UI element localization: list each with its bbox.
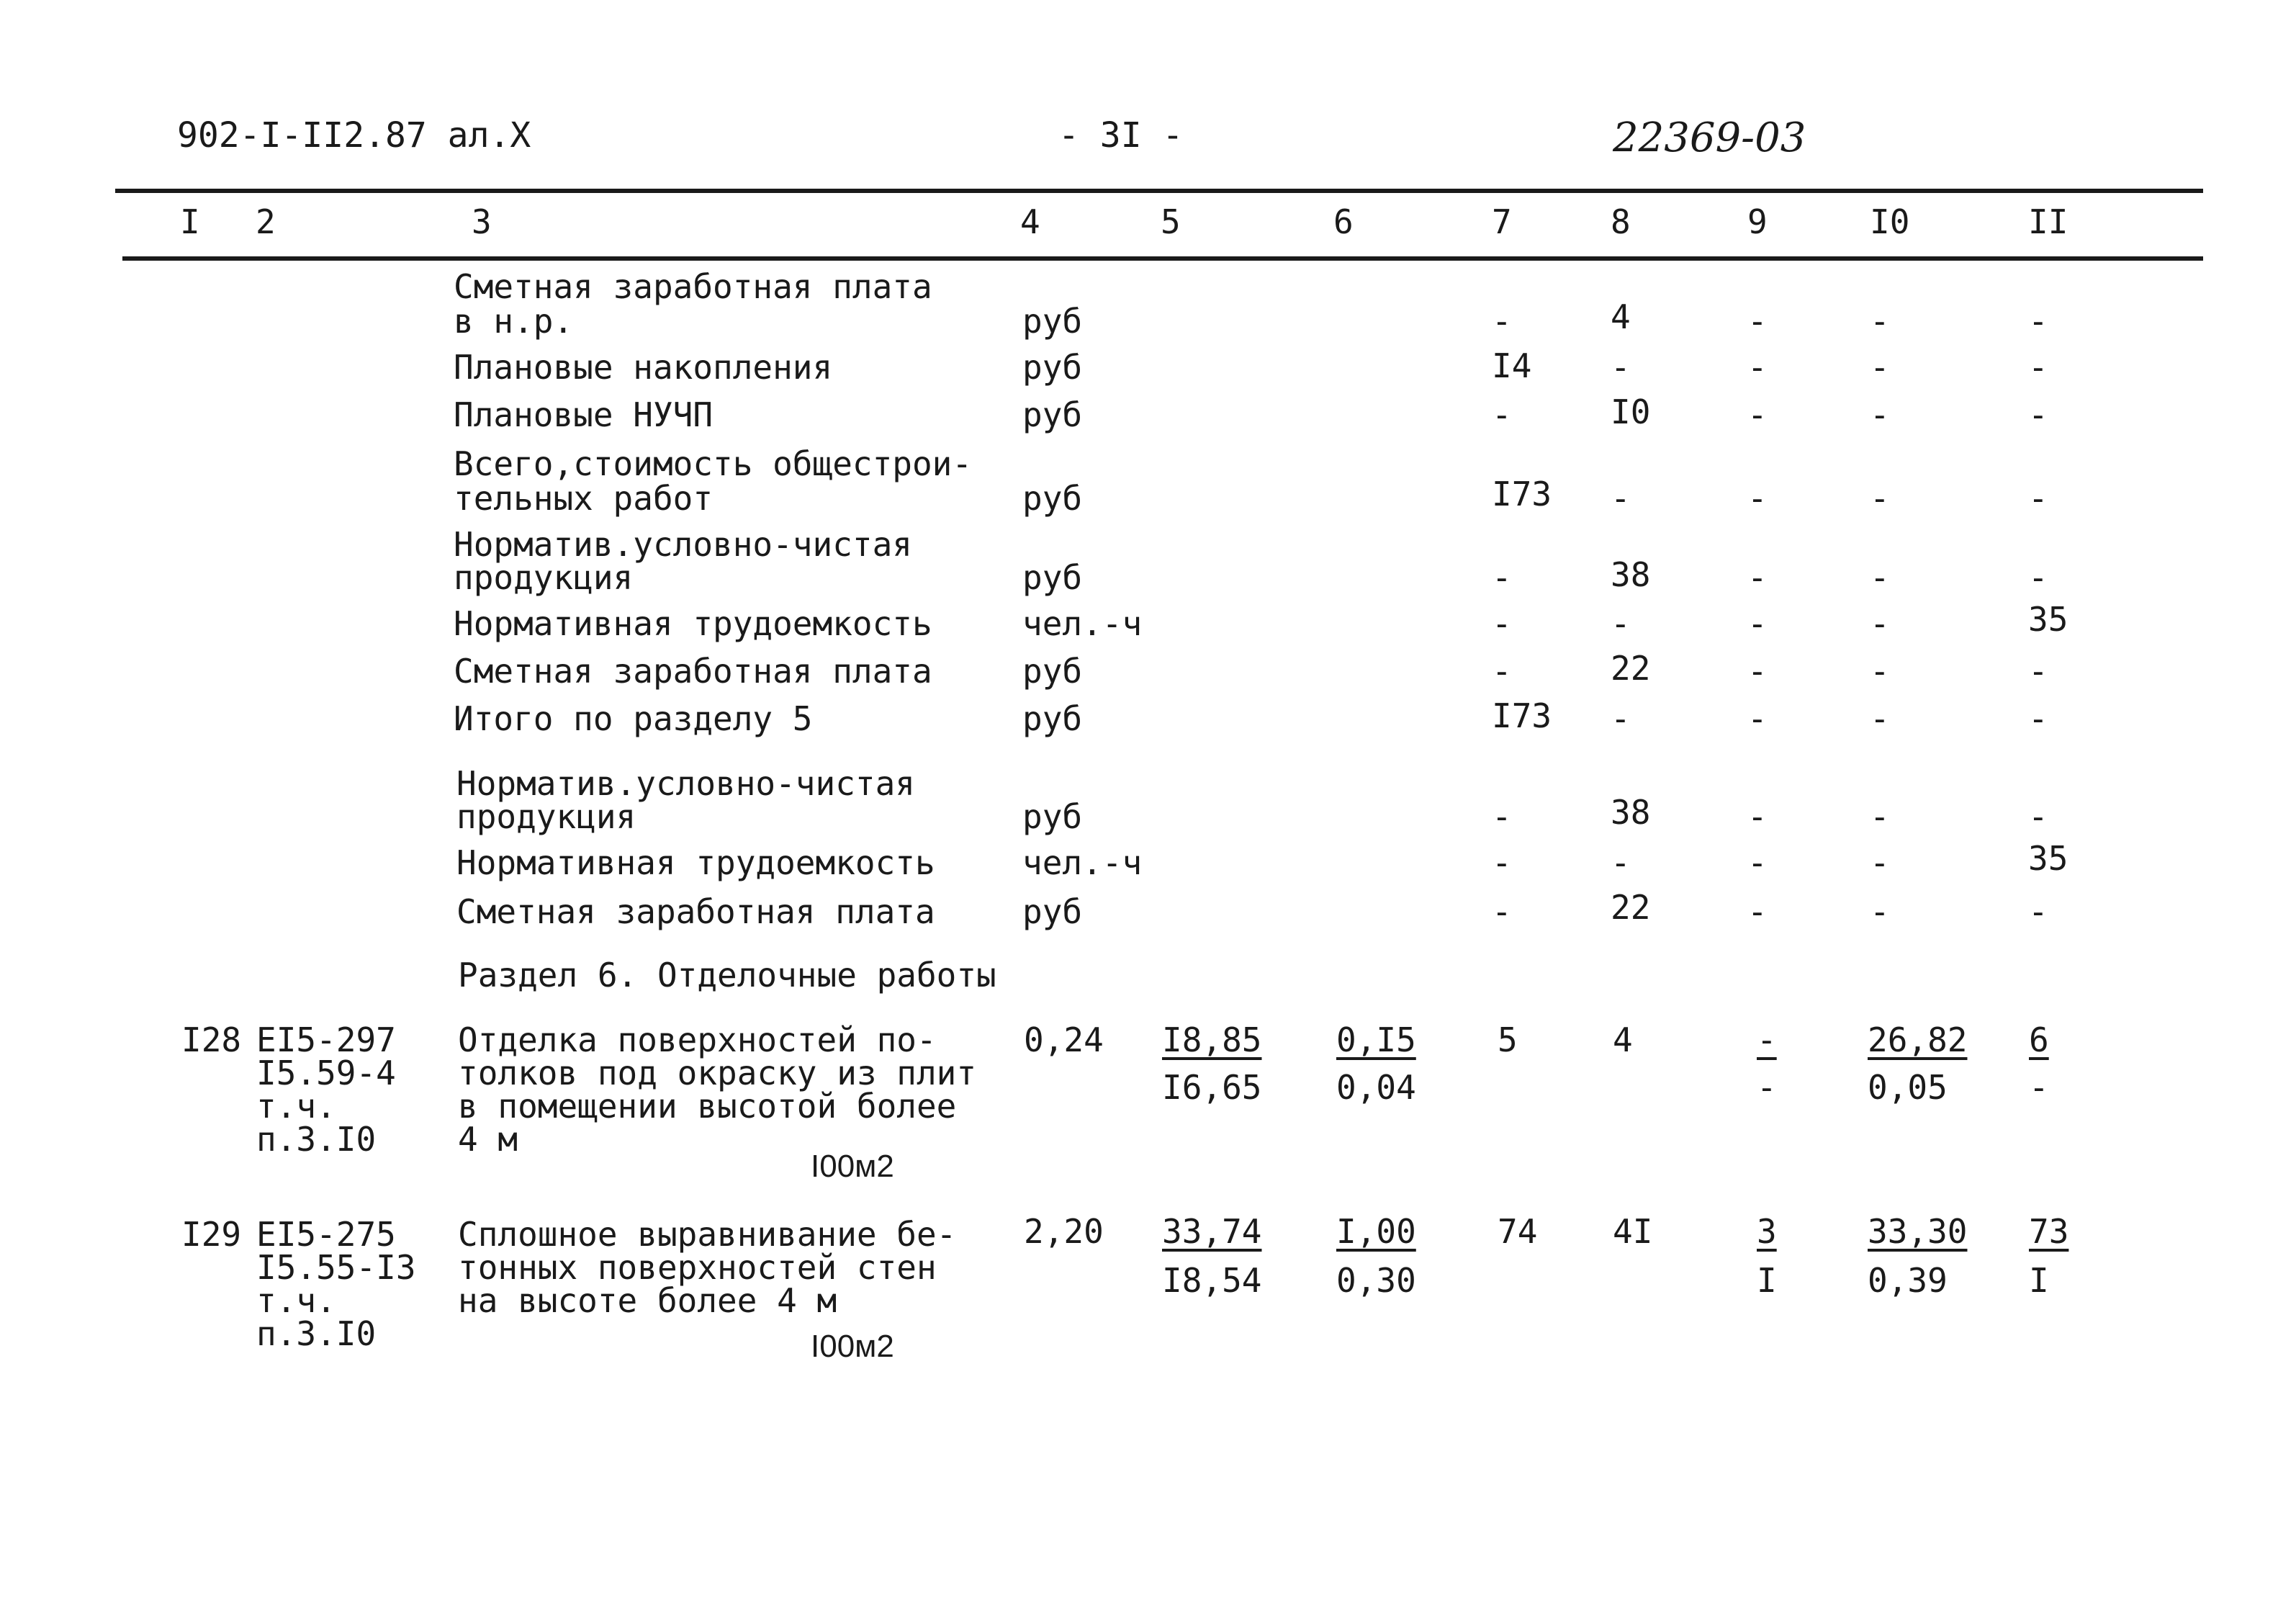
- table-top-rule: [115, 189, 2203, 193]
- col-header-8: 8: [1611, 202, 1631, 241]
- row-c7: -: [1492, 604, 1512, 643]
- item-c5-bot: I8,54: [1162, 1261, 1262, 1300]
- item-c8: 4I: [1613, 1212, 1653, 1251]
- col-header-2: 2: [256, 202, 276, 241]
- row-c11: 35: [2028, 839, 2068, 878]
- row-c8: -: [1611, 843, 1631, 882]
- row-unit: руб: [1022, 395, 1083, 434]
- row-label: Сметная заработная плата: [454, 652, 932, 691]
- row-unit: руб: [1022, 479, 1083, 518]
- row-label: Сметная заработная плата: [454, 267, 932, 306]
- row-label: Итого по разделу 5: [454, 699, 813, 738]
- item-c7: 5: [1498, 1020, 1518, 1059]
- row-unit: руб: [1022, 652, 1083, 691]
- row-c9: -: [1747, 652, 1768, 691]
- item-measure: I00м2: [811, 1329, 894, 1364]
- row-c8: 38: [1611, 555, 1651, 594]
- item-c9-top: 3: [1757, 1212, 1777, 1251]
- row-c10: -: [1870, 652, 1890, 691]
- item-c11-bot: -: [2029, 1068, 2049, 1107]
- row-c8: 38: [1611, 793, 1651, 832]
- row-label-cont: в н.р.: [454, 302, 574, 341]
- page-number: - 3I -: [1058, 115, 1184, 156]
- item-name: толков под окраску из плит: [458, 1054, 977, 1092]
- row-c10: -: [1870, 302, 1890, 341]
- item-code: п.3.I0: [256, 1314, 377, 1353]
- row-c10: -: [1870, 797, 1890, 836]
- row-c11: -: [2028, 797, 2048, 836]
- row-c11: -: [2028, 699, 2048, 738]
- row-unit: чел.-ч: [1022, 604, 1143, 643]
- item-c11-bot: I: [2029, 1261, 2049, 1300]
- row-c7: -: [1492, 302, 1512, 341]
- item-c10-bot: 0,39: [1868, 1261, 1948, 1300]
- item-number: I28: [181, 1020, 242, 1059]
- item-name: тонных поверхностей стен: [458, 1248, 937, 1287]
- row-c9: -: [1747, 395, 1768, 434]
- item-c7: 74: [1498, 1212, 1538, 1251]
- col-header-4: 4: [1020, 202, 1040, 241]
- item-code: т.ч.: [256, 1281, 336, 1320]
- row-c11: -: [2028, 652, 2048, 691]
- row-c7: I4: [1492, 346, 1532, 385]
- row-c9: -: [1747, 604, 1768, 643]
- row-c7: I73: [1492, 475, 1552, 513]
- row-label: Норматив.условно-чистая: [456, 764, 915, 803]
- doc-number: 22369-03: [1613, 115, 1806, 161]
- col-header-5: 5: [1161, 202, 1181, 241]
- row-c8: I0: [1611, 392, 1651, 431]
- row-c10: -: [1870, 348, 1890, 387]
- item-c11-top: 6: [2029, 1020, 2049, 1059]
- row-c9: -: [1747, 302, 1768, 341]
- row-unit: руб: [1022, 699, 1083, 738]
- row-unit: чел.-ч: [1022, 843, 1143, 882]
- row-c11: -: [2028, 479, 2048, 518]
- row-c8: -: [1611, 348, 1631, 387]
- item-c11-top: 73: [2029, 1212, 2069, 1251]
- item-c9-bot: I: [1757, 1261, 1777, 1300]
- row-c11: 35: [2028, 600, 2068, 639]
- row-label: Норматив.условно-чистая: [454, 525, 912, 564]
- item-name: в помещении высотой более: [458, 1087, 957, 1126]
- doc-code: 902-I-II2.87 ал.X: [177, 115, 531, 156]
- row-c8: -: [1611, 604, 1631, 643]
- item-code: I5.59-4: [256, 1054, 396, 1092]
- row-c8: -: [1611, 479, 1631, 518]
- item-code: EI5-275: [256, 1215, 396, 1254]
- item-c5-top: 33,74: [1162, 1212, 1262, 1251]
- item-qty: 2,20: [1024, 1212, 1104, 1251]
- item-c9-bot: -: [1757, 1068, 1777, 1107]
- row-c10: -: [1870, 395, 1890, 434]
- item-c8: 4: [1613, 1020, 1633, 1059]
- item-c5-bot: I6,65: [1162, 1068, 1262, 1107]
- item-name: на высоте более 4 м: [458, 1281, 837, 1320]
- row-c7: -: [1492, 558, 1512, 597]
- col-header-10: I0: [1870, 202, 1910, 241]
- row-label: Плановые НУЧП: [454, 395, 713, 434]
- row-unit: руб: [1022, 558, 1083, 597]
- row-c10: -: [1870, 479, 1890, 518]
- item-number: I29: [181, 1215, 242, 1254]
- row-c11: -: [2028, 348, 2048, 387]
- item-c6-bot: 0,04: [1336, 1068, 1416, 1107]
- row-c8: 4: [1611, 297, 1631, 336]
- row-c8: 22: [1611, 649, 1651, 688]
- row-c7: I73: [1492, 696, 1552, 735]
- item-measure: I00м2: [811, 1149, 894, 1184]
- col-header-7: 7: [1492, 202, 1512, 241]
- row-c7: -: [1492, 797, 1512, 836]
- row-c9: -: [1747, 558, 1768, 597]
- row-c7: -: [1492, 395, 1512, 434]
- item-name: Сплошное выравнивание бе-: [458, 1215, 957, 1254]
- item-code: т.ч.: [256, 1087, 336, 1126]
- item-c6-top: I,00: [1336, 1212, 1416, 1251]
- item-code: I5.55-I3: [256, 1248, 416, 1287]
- row-unit: руб: [1022, 348, 1083, 387]
- row-label-cont: продукция: [454, 558, 634, 597]
- row-label-cont: продукция: [456, 797, 636, 836]
- row-c9: -: [1747, 892, 1768, 931]
- row-unit: руб: [1022, 797, 1083, 836]
- row-c10: -: [1870, 604, 1890, 643]
- row-label: Нормативная трудоемкость: [454, 604, 932, 643]
- item-c5-top: I8,85: [1162, 1020, 1262, 1059]
- row-c9: -: [1747, 843, 1768, 882]
- item-name: 4 м: [458, 1120, 518, 1159]
- row-c8: 22: [1611, 888, 1651, 927]
- row-c7: -: [1492, 892, 1512, 931]
- row-c10: -: [1870, 892, 1890, 931]
- col-header-11: II: [2028, 202, 2068, 241]
- row-c9: -: [1747, 348, 1768, 387]
- col-header-1: I: [180, 202, 200, 241]
- row-c10: -: [1870, 558, 1890, 597]
- item-code: п.3.I0: [256, 1120, 377, 1159]
- row-c11: -: [2028, 395, 2048, 434]
- item-c10-top: 33,30: [1868, 1212, 1968, 1251]
- row-c9: -: [1747, 479, 1768, 518]
- row-unit: руб: [1022, 302, 1083, 341]
- item-c6-bot: 0,30: [1336, 1261, 1416, 1300]
- col-header-6: 6: [1333, 202, 1354, 241]
- row-c10: -: [1870, 843, 1890, 882]
- row-unit: руб: [1022, 892, 1083, 931]
- row-c7: -: [1492, 652, 1512, 691]
- row-c8: -: [1611, 699, 1631, 738]
- section-title: Раздел 6. Отделочные работы: [458, 956, 996, 995]
- row-c11: -: [2028, 302, 2048, 341]
- row-c11: -: [2028, 892, 2048, 931]
- row-label: Нормативная трудоемкость: [456, 843, 935, 882]
- row-label-cont: тельных работ: [454, 479, 713, 518]
- col-header-3: 3: [472, 202, 492, 241]
- row-label: Плановые накопления: [454, 348, 833, 387]
- header-bottom-rule: [122, 256, 2203, 261]
- row-c9: -: [1747, 699, 1768, 738]
- row-c9: -: [1747, 797, 1768, 836]
- item-c10-bot: 0,05: [1868, 1068, 1948, 1107]
- item-c9-top: -: [1757, 1020, 1777, 1059]
- row-c11: -: [2028, 558, 2048, 597]
- row-c10: -: [1870, 699, 1890, 738]
- item-name: Отделка поверхностей по-: [458, 1020, 937, 1059]
- row-label: Сметная заработная плата: [456, 892, 935, 931]
- item-c10-top: 26,82: [1868, 1020, 1968, 1059]
- item-code: EI5-297: [256, 1020, 396, 1059]
- col-header-9: 9: [1747, 202, 1768, 241]
- item-c6-top: 0,I5: [1336, 1020, 1416, 1059]
- item-qty: 0,24: [1024, 1020, 1104, 1059]
- row-c7: -: [1492, 843, 1512, 882]
- row-label: Всего,стоимость общестрои-: [454, 444, 973, 483]
